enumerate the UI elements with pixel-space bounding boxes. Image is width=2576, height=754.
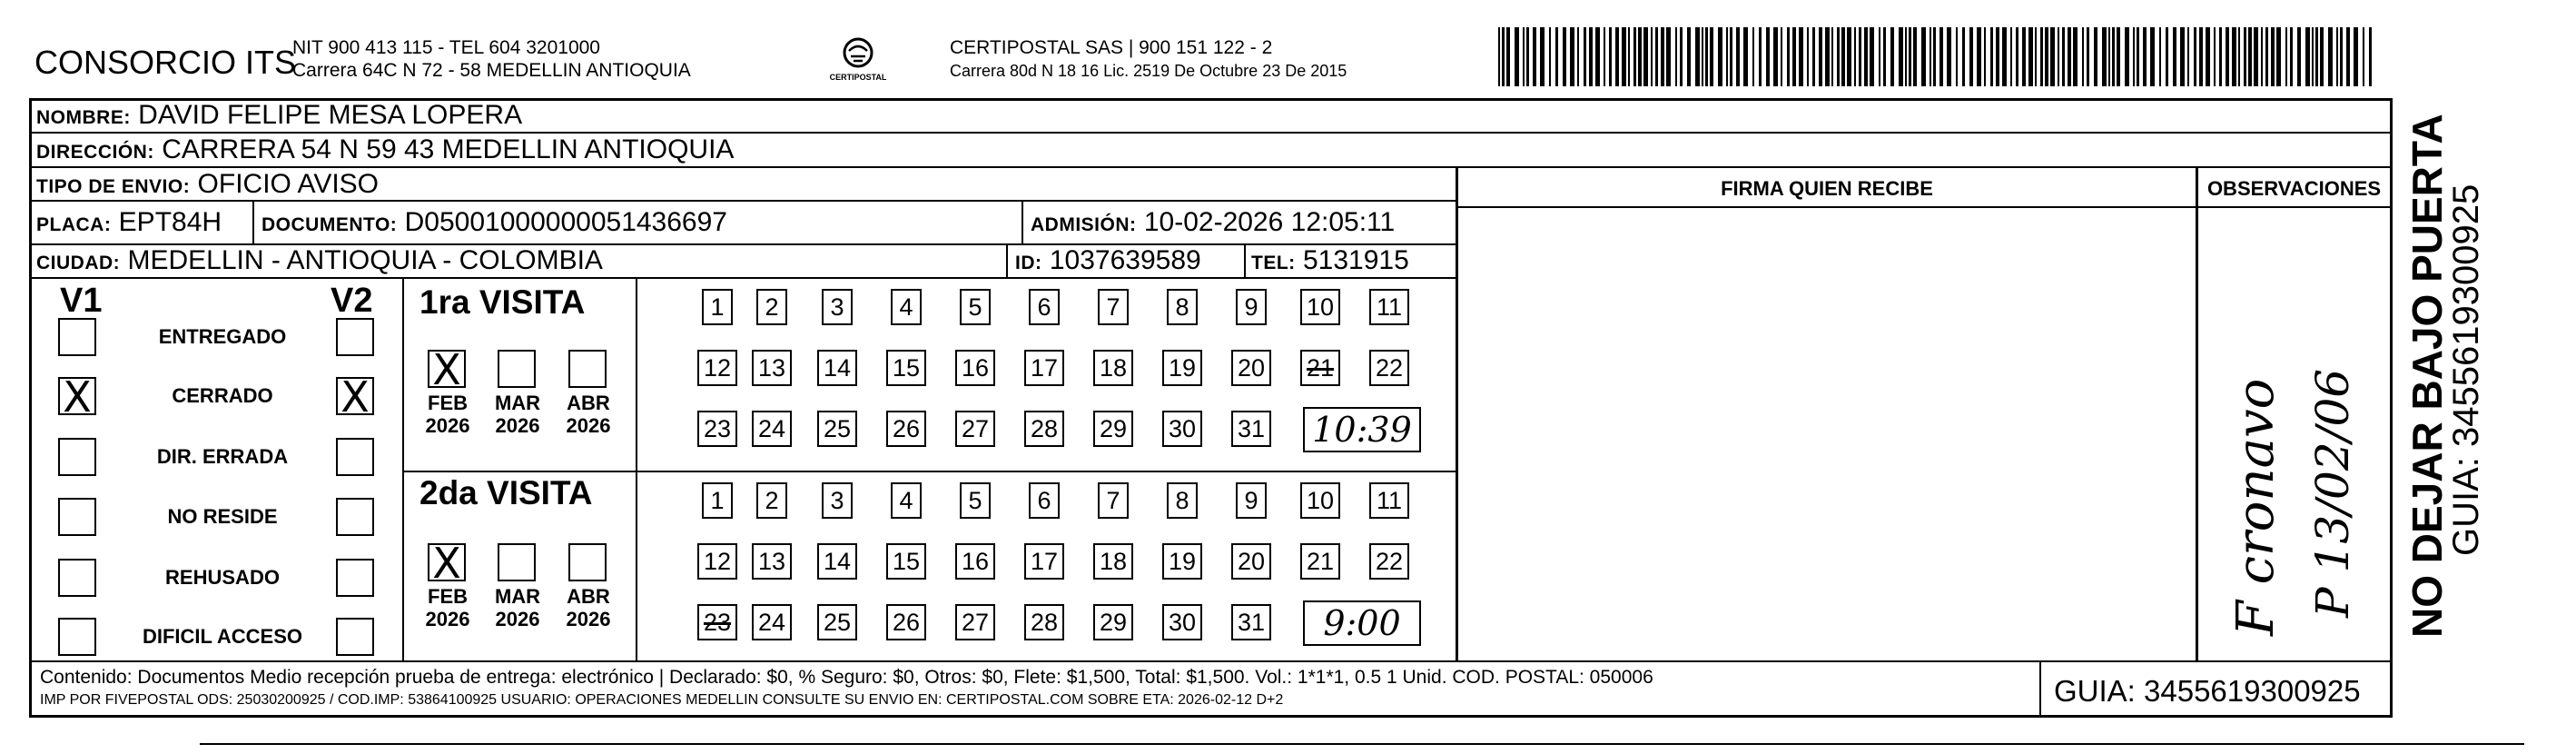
barcode-bar [1638, 27, 1642, 86]
status-label: REHUSADO [165, 566, 280, 589]
month-check-mark: X [432, 345, 461, 394]
v2-heading: V2 [331, 282, 373, 320]
day-box: 25 [817, 411, 857, 447]
day-box: 29 [1093, 604, 1133, 640]
month-year: 2026 [495, 608, 540, 630]
barcode-bar [1812, 27, 1815, 86]
barcode-bar [1956, 27, 1958, 86]
day-box: 17 [1024, 350, 1064, 386]
logo-text: CERTIPOSTAL [829, 73, 887, 82]
day-box: 22 [1369, 350, 1409, 386]
month-year: 2026 [566, 608, 611, 630]
barcode-bar [2166, 27, 2168, 86]
barcode-bar [2305, 27, 2310, 86]
month-name: ABR [567, 585, 610, 608]
barcode-bar [1570, 27, 1574, 86]
day-box: 23 [697, 411, 737, 447]
barcode-bar [2336, 27, 2338, 86]
barcode-bar [2315, 27, 2318, 86]
barcode-bar [2087, 27, 2089, 86]
day-box: 19 [1162, 543, 1202, 580]
company-address: Carrera 64C N 72 - 58 MEDELLIN ANTIOQUIA [292, 60, 691, 81]
barcode-bar [1825, 27, 1830, 86]
month-name: MAR [494, 392, 541, 414]
day-box: 14 [817, 543, 857, 580]
day-box: 4 [891, 289, 922, 325]
barcode-bar [1905, 27, 1907, 86]
direccion-label: DIRECCIÓN: [36, 142, 154, 163]
v1-checkbox [58, 618, 96, 656]
status-label: DIR. ERRADA [156, 445, 289, 468]
day-box: 12 [697, 543, 737, 580]
barcode-bar [2312, 27, 2314, 86]
barcode-bar [1675, 27, 1677, 86]
footer-imp: IMP POR FIVEPOSTAL ODS: 25030200925 / COD.IMP: 53864100925 USUARIO: OPERACIONES MEDELLIN CONSULTE SU ENVIO EN: CERTIPOSTAL.COM SOBRE ETA: 2026-02-12 D+2 [40, 692, 1284, 708]
day-box: 28 [1024, 411, 1064, 447]
v2-checkbox [336, 372, 374, 422]
barcode-bar [1615, 27, 1619, 86]
barcode-bar [1913, 27, 1917, 86]
barcode-bar [1864, 27, 1868, 86]
direccion-value: CARRERA 54 N 59 43 MEDELLIN ANTIOQUIA [162, 134, 735, 164]
barcode-bar [2226, 27, 2229, 86]
day-box: 21 [1300, 543, 1340, 580]
month-year: 2026 [566, 414, 611, 437]
day-box: 3 [822, 289, 853, 325]
nombre-value: DAVID FELIPE MESA LOPERA [138, 100, 523, 130]
barcode-bar [1695, 27, 1700, 86]
barcode-bar [1837, 27, 1840, 86]
signature-line1: F cronavo [2226, 378, 2285, 636]
month-year: 2026 [425, 608, 470, 630]
day-box: 6 [1029, 482, 1060, 519]
barcode-bar [2328, 27, 2333, 86]
id-row [1015, 245, 1201, 279]
documento-row [262, 207, 727, 241]
barcode-bar [2276, 27, 2281, 86]
barcode-bar [1859, 27, 1861, 86]
day-box: 13 [752, 350, 792, 386]
day-box: 8 [1167, 482, 1198, 519]
barcode-bar [1555, 27, 1558, 86]
barcode-bar [1847, 27, 1851, 86]
ciudad-value: MEDELLIN - ANTIOQUIA - COLOMBIA [127, 245, 603, 275]
direccion-row [36, 134, 734, 168]
visit1-title: 1ra VISITA [419, 283, 586, 321]
barcode-bar [1655, 27, 1658, 86]
footer-contenido: Contenido: Documentos Medio recepción prueba de entrega: electrónico | Declarado: $0, % Seguro: $0, Otros: $0, Flete: $1,500, Total: $1,500. Vol.: 1*1*1, 0.5 1 Unid. COD. POSTAL: 050006 [40, 667, 1653, 688]
barcode-bar [2102, 27, 2107, 86]
barcode-bar [2137, 27, 2139, 86]
barcode-bar [1718, 27, 1722, 86]
day-box: 2 [756, 289, 787, 325]
certipostal-line: CERTIPOSTAL SAS | 900 151 122 - 2 [950, 37, 1273, 58]
barcode-bar [1540, 27, 1545, 86]
admision-row [1031, 207, 1395, 241]
day-box: 26 [886, 411, 926, 447]
barcode-bar [2261, 27, 2263, 86]
day-box: 30 [1162, 604, 1202, 640]
day-box: 24 [752, 411, 792, 447]
tipo-row [36, 169, 379, 203]
barcode-bar [1549, 27, 1551, 86]
day-box: 11 [1369, 289, 1409, 325]
documento-label: DOCUMENTO: [262, 214, 398, 235]
v1-checkbox [58, 318, 96, 356]
day-box: 19 [1162, 350, 1202, 386]
barcode-bar [1661, 27, 1664, 86]
barcode-bar [2369, 27, 2372, 86]
v2-checkbox [336, 318, 374, 356]
day-box: 6 [1029, 289, 1060, 325]
barcode-bar [2180, 27, 2185, 86]
barcode-bar [1604, 27, 1605, 86]
month-name: FEB [428, 392, 468, 414]
day-box: 16 [955, 350, 995, 386]
barcode-bar [1787, 27, 1790, 86]
v1-check-mark: X [63, 372, 92, 422]
v1-checkbox [58, 498, 96, 536]
footer-guia: GUIA: 3455619300925 [2054, 674, 2361, 708]
barcode-bar [1730, 27, 1732, 86]
barcode-bar [1890, 27, 1894, 86]
barcode-bar [1515, 27, 1519, 86]
visit-time: 9:00 [1303, 600, 1421, 646]
observaciones-header: OBSERVACIONES [2206, 177, 2382, 200]
barcode-bar [1584, 27, 1586, 86]
tel-row [1251, 245, 1409, 279]
day-box: 20 [1231, 350, 1271, 386]
barcode-bar [1984, 27, 1986, 86]
barcode-bar [1595, 27, 1600, 86]
v1-checkbox [58, 438, 96, 476]
barcode-bar [1766, 27, 1770, 86]
id-value: 1037639589 [1049, 245, 1201, 275]
admision-value: 10-02-2026 12:05:11 [1143, 207, 1396, 237]
barcode-bar [1666, 27, 1671, 86]
v2-checkbox [336, 438, 374, 476]
barcode-bar [1909, 27, 1911, 86]
v2-checkbox [336, 498, 374, 536]
tipo-value: OFICIO AVISO [197, 169, 380, 199]
barcode-bar [1680, 27, 1683, 86]
barcode-bar [2117, 27, 2120, 86]
barcode-bar [2340, 27, 2343, 86]
day-box: 27 [955, 411, 995, 447]
status-label: ENTREGADO [158, 325, 287, 348]
day-box: 1 [702, 289, 733, 325]
visit2-title: 2da VISITA [419, 474, 593, 511]
barcode-bar [1726, 27, 1728, 86]
barcode-bar [1977, 27, 1981, 86]
day-box: 16 [955, 543, 995, 580]
barcode-bar [2285, 27, 2287, 86]
company-name: CONSORCIO ITS [35, 44, 297, 81]
barcode-bar [2028, 27, 2033, 86]
barcode-bar [1781, 27, 1782, 86]
day-box: 25 [817, 604, 857, 640]
v1-checkbox [58, 372, 96, 422]
day-box: 12 [697, 350, 737, 386]
barcode-bar [2073, 27, 2078, 86]
day-box: 20 [1231, 543, 1271, 580]
day-box: 7 [1098, 482, 1129, 519]
barcode-bar [2290, 27, 2293, 86]
barcode-bar [2150, 27, 2155, 86]
day-box: 10 [1300, 289, 1340, 325]
firma-header: FIRMA QUIEN RECIBE [1721, 177, 1933, 200]
day-box: 15 [886, 543, 926, 580]
barcode [1498, 27, 2379, 91]
day-box: 18 [1093, 543, 1133, 580]
day-box: 28 [1024, 604, 1064, 640]
barcode-bar [2199, 27, 2203, 86]
v1-heading: V1 [60, 282, 103, 320]
barcode-bar [1870, 27, 1874, 86]
status-label: NO RESIDE [167, 505, 278, 528]
barcode-bar [2035, 27, 2037, 86]
barcode-bar [1831, 27, 1833, 86]
barcode-bar [1589, 27, 1593, 86]
nombre-row [36, 100, 522, 134]
day-box: 15 [886, 350, 926, 386]
month-name: ABR [567, 392, 610, 414]
barcode-bar [1622, 27, 1626, 86]
barcode-bar [2194, 27, 2196, 86]
barcode-bar [2112, 27, 2115, 86]
barcode-bar [2271, 27, 2275, 86]
barcode-bar [1962, 27, 1965, 86]
day-box: 31 [1231, 604, 1271, 640]
day-box: 1 [702, 482, 733, 519]
barcode-bar [2045, 27, 2048, 86]
barcode-bar [1705, 27, 1708, 86]
placa-label: PLACA: [36, 214, 112, 235]
barcode-bar [1526, 27, 1529, 86]
barcode-bar [2002, 27, 2007, 86]
barcode-bar [2248, 27, 2252, 86]
barcode-bar [1773, 27, 1778, 86]
barcode-bar [2108, 27, 2110, 86]
month-year: 2026 [425, 414, 470, 437]
barcode-bar [2040, 27, 2043, 86]
barcode-bar [2050, 27, 2055, 86]
barcode-bar [1933, 27, 1936, 86]
barcode-bar [2206, 27, 2210, 86]
month-checkbox [428, 539, 466, 588]
certipostal-logo [822, 33, 894, 87]
barcode-bar [1792, 27, 1796, 86]
month-checkbox [428, 345, 466, 394]
admision-label: ADMISIÓN: [1031, 214, 1137, 235]
month-check-mark: X [432, 539, 461, 588]
day-box: 29 [1093, 411, 1133, 447]
day-box: 30 [1162, 411, 1202, 447]
barcode-bar [2173, 27, 2176, 86]
day-box: 7 [1098, 289, 1129, 325]
day-box: 5 [960, 482, 991, 519]
month-name: FEB [428, 585, 468, 608]
month-checkbox [498, 543, 536, 581]
tel-value: 5131915 [1303, 245, 1409, 275]
nombre-label: NOMBRE: [36, 107, 131, 128]
day-box: 3 [822, 482, 853, 519]
barcode-bar [2346, 27, 2350, 86]
day-box: 5 [960, 289, 991, 325]
bottom-rule [200, 743, 2524, 745]
barcode-bar [1651, 27, 1653, 86]
barcode-bar [1879, 27, 1880, 86]
day-box: 21 [1300, 350, 1340, 386]
certipostal-address: Carrera 80d N 18 16 Lic. 2519 De Octubre 23 De 2015 [950, 62, 1347, 80]
barcode-bar [2354, 27, 2358, 86]
barcode-bar [2297, 27, 2301, 86]
barcode-bar [2159, 27, 2161, 86]
v1-checkbox [58, 559, 96, 597]
barcode-bar [2363, 27, 2364, 86]
barcode-bar [1628, 27, 1630, 86]
barcode-bar [2238, 27, 2240, 86]
day-box: 2 [756, 482, 787, 519]
barcode-bar [2244, 27, 2246, 86]
barcode-bar [1990, 27, 1993, 86]
side-guia: GUIA: 3455619300925 [2446, 184, 2486, 556]
barcode-bar [2265, 27, 2268, 86]
v2-checkbox [336, 559, 374, 597]
barcode-bar [2010, 27, 2012, 86]
barcode-bar [1921, 27, 1926, 86]
barcode-bar [1899, 27, 1903, 86]
day-box: 8 [1167, 289, 1198, 325]
barcode-bar [2187, 27, 2189, 86]
barcode-bar [1533, 27, 1536, 86]
ciudad-row [36, 245, 603, 279]
barcode-bar [1930, 27, 1931, 86]
side-warning: NO DEJAR BAJO PUERTA [2403, 114, 2451, 638]
barcode-bar [2143, 27, 2147, 86]
placa-row [36, 207, 222, 241]
barcode-bar [2133, 27, 2135, 86]
barcode-bar [1498, 27, 1500, 86]
barcode-bar [2022, 27, 2026, 86]
barcode-bar [2232, 27, 2236, 86]
day-box: 24 [752, 604, 792, 640]
barcode-bar [1947, 27, 1951, 86]
barcode-bar [1563, 27, 1566, 86]
month-checkbox [568, 543, 607, 581]
barcode-bar [2254, 27, 2258, 86]
barcode-bar [2094, 27, 2097, 86]
documento-value: D05001000000051436697 [404, 207, 727, 237]
day-box: 13 [752, 543, 792, 580]
barcode-bar [1883, 27, 1886, 86]
barcode-bar [1819, 27, 1822, 86]
barcode-bar [2125, 27, 2129, 86]
day-box: 18 [1093, 350, 1133, 386]
placa-value: EPT84H [118, 207, 222, 237]
month-checkbox [498, 350, 536, 388]
barcode-bar [1854, 27, 1856, 86]
barcode-bar [1687, 27, 1691, 86]
tel-label: TEL: [1251, 253, 1296, 273]
barcode-bar [1702, 27, 1703, 86]
day-box: 9 [1236, 289, 1267, 325]
status-label: CERRADO [172, 384, 273, 407]
barcode-bar [1506, 27, 1510, 86]
barcode-bar [2320, 27, 2324, 86]
barcode-bar [2082, 27, 2084, 86]
barcode-bar [1807, 27, 1809, 86]
month-name: MAR [494, 585, 541, 608]
barcode-bar [1502, 27, 1505, 86]
signature-line2: P 13/02/06 [2306, 368, 2359, 618]
barcode-bar [1633, 27, 1636, 86]
day-box: 4 [891, 482, 922, 519]
tipo-label: TIPO DE ENVIO: [36, 176, 191, 197]
v2-check-mark: X [341, 372, 370, 422]
barcode-bar [2062, 27, 2065, 86]
ciudad-label: CIUDAD: [36, 253, 121, 273]
barcode-bar [1609, 27, 1612, 86]
barcode-bar [1969, 27, 1973, 86]
day-box: 11 [1369, 482, 1409, 519]
month-checkbox [568, 350, 607, 388]
barcode-bar [2016, 27, 2018, 86]
barcode-bar [1752, 27, 1754, 86]
day-box: 27 [955, 604, 995, 640]
barcode-bar [1939, 27, 1943, 86]
day-box: 23 [697, 604, 737, 640]
barcode-bar [2219, 27, 2222, 86]
barcode-bar [1643, 27, 1648, 86]
id-label: ID: [1015, 253, 1042, 273]
day-box: 31 [1231, 411, 1271, 447]
barcode-bar [1736, 27, 1740, 86]
day-box: 14 [817, 350, 857, 386]
day-box: 17 [1024, 543, 1064, 580]
barcode-bar [1996, 27, 1999, 86]
barcode-bar [1841, 27, 1845, 86]
visit-time: 10:39 [1303, 407, 1421, 452]
day-box: 26 [886, 604, 926, 640]
barcode-bar [1523, 27, 1525, 86]
barcode-bar [1710, 27, 1713, 86]
nit-line: NIT 900 413 115 - TEL 604 3201000 [292, 37, 600, 58]
month-year: 2026 [495, 414, 540, 437]
barcode-bar [2214, 27, 2216, 86]
day-box: 10 [1300, 482, 1340, 519]
barcode-bar [2058, 27, 2059, 86]
barcode-bar [1759, 27, 1762, 86]
barcode-bar [1799, 27, 1803, 86]
barcode-bar [1577, 27, 1579, 86]
day-box: 22 [1369, 543, 1409, 580]
day-box: 9 [1236, 482, 1267, 519]
barcode-bar [2068, 27, 2071, 86]
v2-checkbox [336, 618, 374, 656]
barcode-bar [1743, 27, 1748, 86]
status-label: DIFICIL ACCESO [142, 625, 302, 648]
